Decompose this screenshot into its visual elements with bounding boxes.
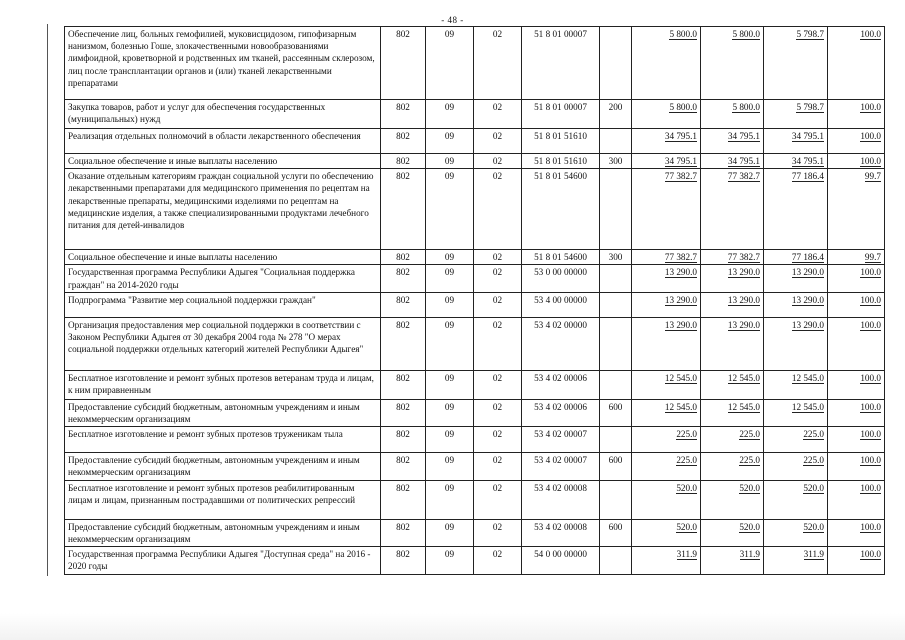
expense-kind: 600 [600, 399, 632, 426]
row-name: Закупка товаров, работ и услуг для обеспечения государственных (муниципальных) нужд [65, 100, 381, 129]
subsection-code: 02 [474, 480, 522, 519]
target-code: 53 4 02 00008 [522, 480, 600, 519]
expense-kind [600, 27, 632, 100]
planned-value: 5 800.0 [701, 27, 764, 100]
approved-value: 77 382.7 [632, 250, 701, 265]
section-code: 09 [426, 292, 474, 317]
approved-value: 34 795.1 [632, 129, 701, 154]
ministry-code: 802 [381, 480, 426, 519]
subsection-code: 02 [474, 169, 522, 250]
executed-value: 311.9 [764, 547, 828, 575]
row-name: Государственная программа Республики Адыгея "Доступная среда" на 2016 - 2020 годы [65, 547, 381, 575]
percent-value: 100.0 [828, 317, 885, 370]
ministry-code: 802 [381, 250, 426, 265]
row-name: Бесплатное изготовление и ремонт зубных протезов реабилитированным лицам и лицам, признанным пострадавшими от политических репрессий [65, 480, 381, 519]
expense-kind: 600 [600, 519, 632, 546]
row-name: Предоставление субсидий бюджетным, автономным учреждениям и иным некоммерческим организациям [65, 453, 381, 480]
subsection-code: 02 [474, 547, 522, 575]
section-code: 09 [426, 370, 474, 399]
table-row [65, 370, 885, 399]
page-number: - 48 - [441, 15, 464, 25]
section-code: 09 [426, 169, 474, 250]
section-code: 09 [426, 265, 474, 292]
planned-value: 77 382.7 [701, 169, 764, 250]
expense-kind [600, 317, 632, 370]
expense-kind [600, 129, 632, 154]
approved-value: 13 290.0 [632, 292, 701, 317]
executed-value: 34 795.1 [764, 154, 828, 169]
executed-value: 225.0 [764, 427, 828, 453]
approved-value: 13 290.0 [632, 265, 701, 292]
table-row [65, 265, 885, 292]
section-code: 09 [426, 154, 474, 169]
executed-value: 12 545.0 [764, 370, 828, 399]
expense-kind [600, 292, 632, 317]
planned-value: 520.0 [701, 480, 764, 519]
percent-value: 99.7 [828, 250, 885, 265]
expense-kind [600, 547, 632, 575]
expense-kind: 200 [600, 100, 632, 129]
planned-value: 12 545.0 [701, 370, 764, 399]
percent-value: 99.7 [828, 169, 885, 250]
table-row [65, 453, 885, 480]
ministry-code: 802 [381, 154, 426, 169]
target-code: 51 8 01 51610 [522, 129, 600, 154]
approved-value: 520.0 [632, 480, 701, 519]
percent-value: 100.0 [828, 519, 885, 546]
executed-value: 5 798.7 [764, 27, 828, 100]
executed-value: 13 290.0 [764, 317, 828, 370]
target-code: 53 4 02 00007 [522, 453, 600, 480]
approved-value: 225.0 [632, 453, 701, 480]
ministry-code: 802 [381, 427, 426, 453]
row-name: Социальное обеспечение и иные выплаты населению [65, 154, 381, 169]
section-code: 09 [426, 129, 474, 154]
planned-value: 225.0 [701, 427, 764, 453]
table-row [65, 399, 885, 426]
percent-value: 100.0 [828, 265, 885, 292]
executed-value: 77 186.4 [764, 250, 828, 265]
percent-value: 100.0 [828, 547, 885, 575]
target-code: 53 4 02 00006 [522, 370, 600, 399]
expense-kind: 600 [600, 453, 632, 480]
approved-value: 5 800.0 [632, 100, 701, 129]
section-code: 09 [426, 547, 474, 575]
target-code: 53 4 02 00007 [522, 427, 600, 453]
executed-value: 77 186.4 [764, 169, 828, 250]
row-name: Предоставление субсидий бюджетным, автономным учреждениям и иным некоммерческим организациям [65, 399, 381, 426]
approved-value: 5 800.0 [632, 27, 701, 100]
approved-value: 13 290.0 [632, 317, 701, 370]
ministry-code: 802 [381, 292, 426, 317]
percent-value: 100.0 [828, 292, 885, 317]
planned-value: 34 795.1 [701, 154, 764, 169]
planned-value: 311.9 [701, 547, 764, 575]
target-code: 51 8 01 00007 [522, 27, 600, 100]
percent-value: 100.0 [828, 129, 885, 154]
executed-value: 5 798.7 [764, 100, 828, 129]
ministry-code: 802 [381, 453, 426, 480]
ministry-code: 802 [381, 547, 426, 575]
target-code: 51 8 01 54600 [522, 250, 600, 265]
table-row [65, 250, 885, 265]
executed-value: 13 290.0 [764, 265, 828, 292]
table-row [65, 519, 885, 546]
row-name: Реализация отдельных полномочий в области лекарственного обеспечения [65, 129, 381, 154]
executed-value: 12 545.0 [764, 399, 828, 426]
row-name: Подпрограмма "Развитие мер социальной поддержки граждан" [65, 292, 381, 317]
planned-value: 34 795.1 [701, 129, 764, 154]
section-code: 09 [426, 519, 474, 546]
subsection-code: 02 [474, 427, 522, 453]
scan-edge-line [47, 24, 48, 576]
approved-value: 12 545.0 [632, 370, 701, 399]
subsection-code: 02 [474, 453, 522, 480]
executed-value: 520.0 [764, 480, 828, 519]
table-row [65, 129, 885, 154]
section-code: 09 [426, 100, 474, 129]
scan-margin [0, 613, 905, 640]
table-row [65, 292, 885, 317]
subsection-code: 02 [474, 292, 522, 317]
planned-value: 12 545.0 [701, 399, 764, 426]
section-code: 09 [426, 480, 474, 519]
percent-value: 100.0 [828, 453, 885, 480]
table-row [65, 547, 885, 575]
ministry-code: 802 [381, 169, 426, 250]
ministry-code: 802 [381, 100, 426, 129]
planned-value: 225.0 [701, 453, 764, 480]
target-code: 53 4 00 00000 [522, 292, 600, 317]
ministry-code: 802 [381, 370, 426, 399]
planned-value: 520.0 [701, 519, 764, 546]
executed-value: 225.0 [764, 453, 828, 480]
section-code: 09 [426, 427, 474, 453]
planned-value: 77 382.7 [701, 250, 764, 265]
subsection-code: 02 [474, 370, 522, 399]
target-code: 53 4 02 00008 [522, 519, 600, 546]
target-code: 53 0 00 00000 [522, 265, 600, 292]
row-name: Организация предоставления мер социальной поддержки в соответствии с Законом Республики Адыгея от 30 декабря 2004 года № 278 "О мерах социальной поддержки отдельных категорий жителей Республики Адыгея" [65, 317, 381, 370]
expense-kind: 300 [600, 250, 632, 265]
percent-value: 100.0 [828, 480, 885, 519]
approved-value: 225.0 [632, 427, 701, 453]
target-code: 53 4 02 00006 [522, 399, 600, 426]
table-row [65, 27, 885, 100]
section-code: 09 [426, 27, 474, 100]
approved-value: 520.0 [632, 519, 701, 546]
table-row [65, 480, 885, 519]
approved-value: 311.9 [632, 547, 701, 575]
executed-value: 520.0 [764, 519, 828, 546]
percent-value: 100.0 [828, 27, 885, 100]
section-code: 09 [426, 399, 474, 426]
ministry-code: 802 [381, 27, 426, 100]
planned-value: 13 290.0 [701, 317, 764, 370]
row-name: Государственная программа Республики Адыгея "Социальная поддержка граждан" на 2014-2020 годы [65, 265, 381, 292]
row-name: Социальное обеспечение и иные выплаты населению [65, 250, 381, 265]
table-row [65, 154, 885, 169]
target-code: 54 0 00 00000 [522, 547, 600, 575]
section-code: 09 [426, 453, 474, 480]
target-code: 51 8 01 51610 [522, 154, 600, 169]
table-row [65, 427, 885, 453]
approved-value: 12 545.0 [632, 399, 701, 426]
ministry-code: 802 [381, 265, 426, 292]
expense-kind: 300 [600, 154, 632, 169]
ministry-code: 802 [381, 519, 426, 546]
subsection-code: 02 [474, 129, 522, 154]
expense-kind [600, 480, 632, 519]
target-code: 51 8 01 54600 [522, 169, 600, 250]
ministry-code: 802 [381, 129, 426, 154]
expense-kind [600, 169, 632, 250]
subsection-code: 02 [474, 519, 522, 546]
percent-value: 100.0 [828, 370, 885, 399]
ministry-code: 802 [381, 399, 426, 426]
subsection-code: 02 [474, 399, 522, 426]
executed-value: 34 795.1 [764, 129, 828, 154]
table-row [65, 317, 885, 370]
planned-value: 5 800.0 [701, 100, 764, 129]
row-name: Бесплатное изготовление и ремонт зубных протезов ветеранам труда и лицам, к ним приравненным [65, 370, 381, 399]
row-name: Предоставление субсидий бюджетным, автономным учреждениям и иным некоммерческим организациям [65, 519, 381, 546]
planned-value: 13 290.0 [701, 265, 764, 292]
subsection-code: 02 [474, 265, 522, 292]
ministry-code: 802 [381, 317, 426, 370]
subsection-code: 02 [474, 250, 522, 265]
target-code: 51 8 01 00007 [522, 100, 600, 129]
percent-value: 100.0 [828, 427, 885, 453]
subsection-code: 02 [474, 27, 522, 100]
executed-value: 13 290.0 [764, 292, 828, 317]
row-name: Оказание отдельным категориям граждан социальной услуги по обеспечению лекарственными препаратами для медицинского применения по рецептам на лекарственные препараты, медицинскими изделиями по рецептам на медицинские изделия, а также специализированными продуктами лечебного питания для детей-инвалидов [65, 169, 381, 250]
expense-kind [600, 427, 632, 453]
planned-value: 13 290.0 [701, 292, 764, 317]
percent-value: 100.0 [828, 100, 885, 129]
row-name: Обеспечение лиц, больных гемофилией, муковисцидозом, гипофизарным нанизмом, болезнью Гоше, злокачественными новообразованиями лимфоидной, кроветворной и родственных им тканей, рассеянным склерозом, лиц после трансплантации органов и (или) тканей лекарственными препаратами [65, 27, 381, 100]
percent-value: 100.0 [828, 399, 885, 426]
target-code: 53 4 02 00000 [522, 317, 600, 370]
budget-table [64, 26, 885, 575]
section-code: 09 [426, 250, 474, 265]
subsection-code: 02 [474, 317, 522, 370]
expense-kind [600, 265, 632, 292]
table-row [65, 100, 885, 129]
percent-value: 100.0 [828, 154, 885, 169]
section-code: 09 [426, 317, 474, 370]
approved-value: 77 382.7 [632, 169, 701, 250]
row-name: Бесплатное изготовление и ремонт зубных протезов труженикам тыла [65, 427, 381, 453]
table-row [65, 169, 885, 250]
approved-value: 34 795.1 [632, 154, 701, 169]
subsection-code: 02 [474, 154, 522, 169]
subsection-code: 02 [474, 100, 522, 129]
expense-kind [600, 370, 632, 399]
